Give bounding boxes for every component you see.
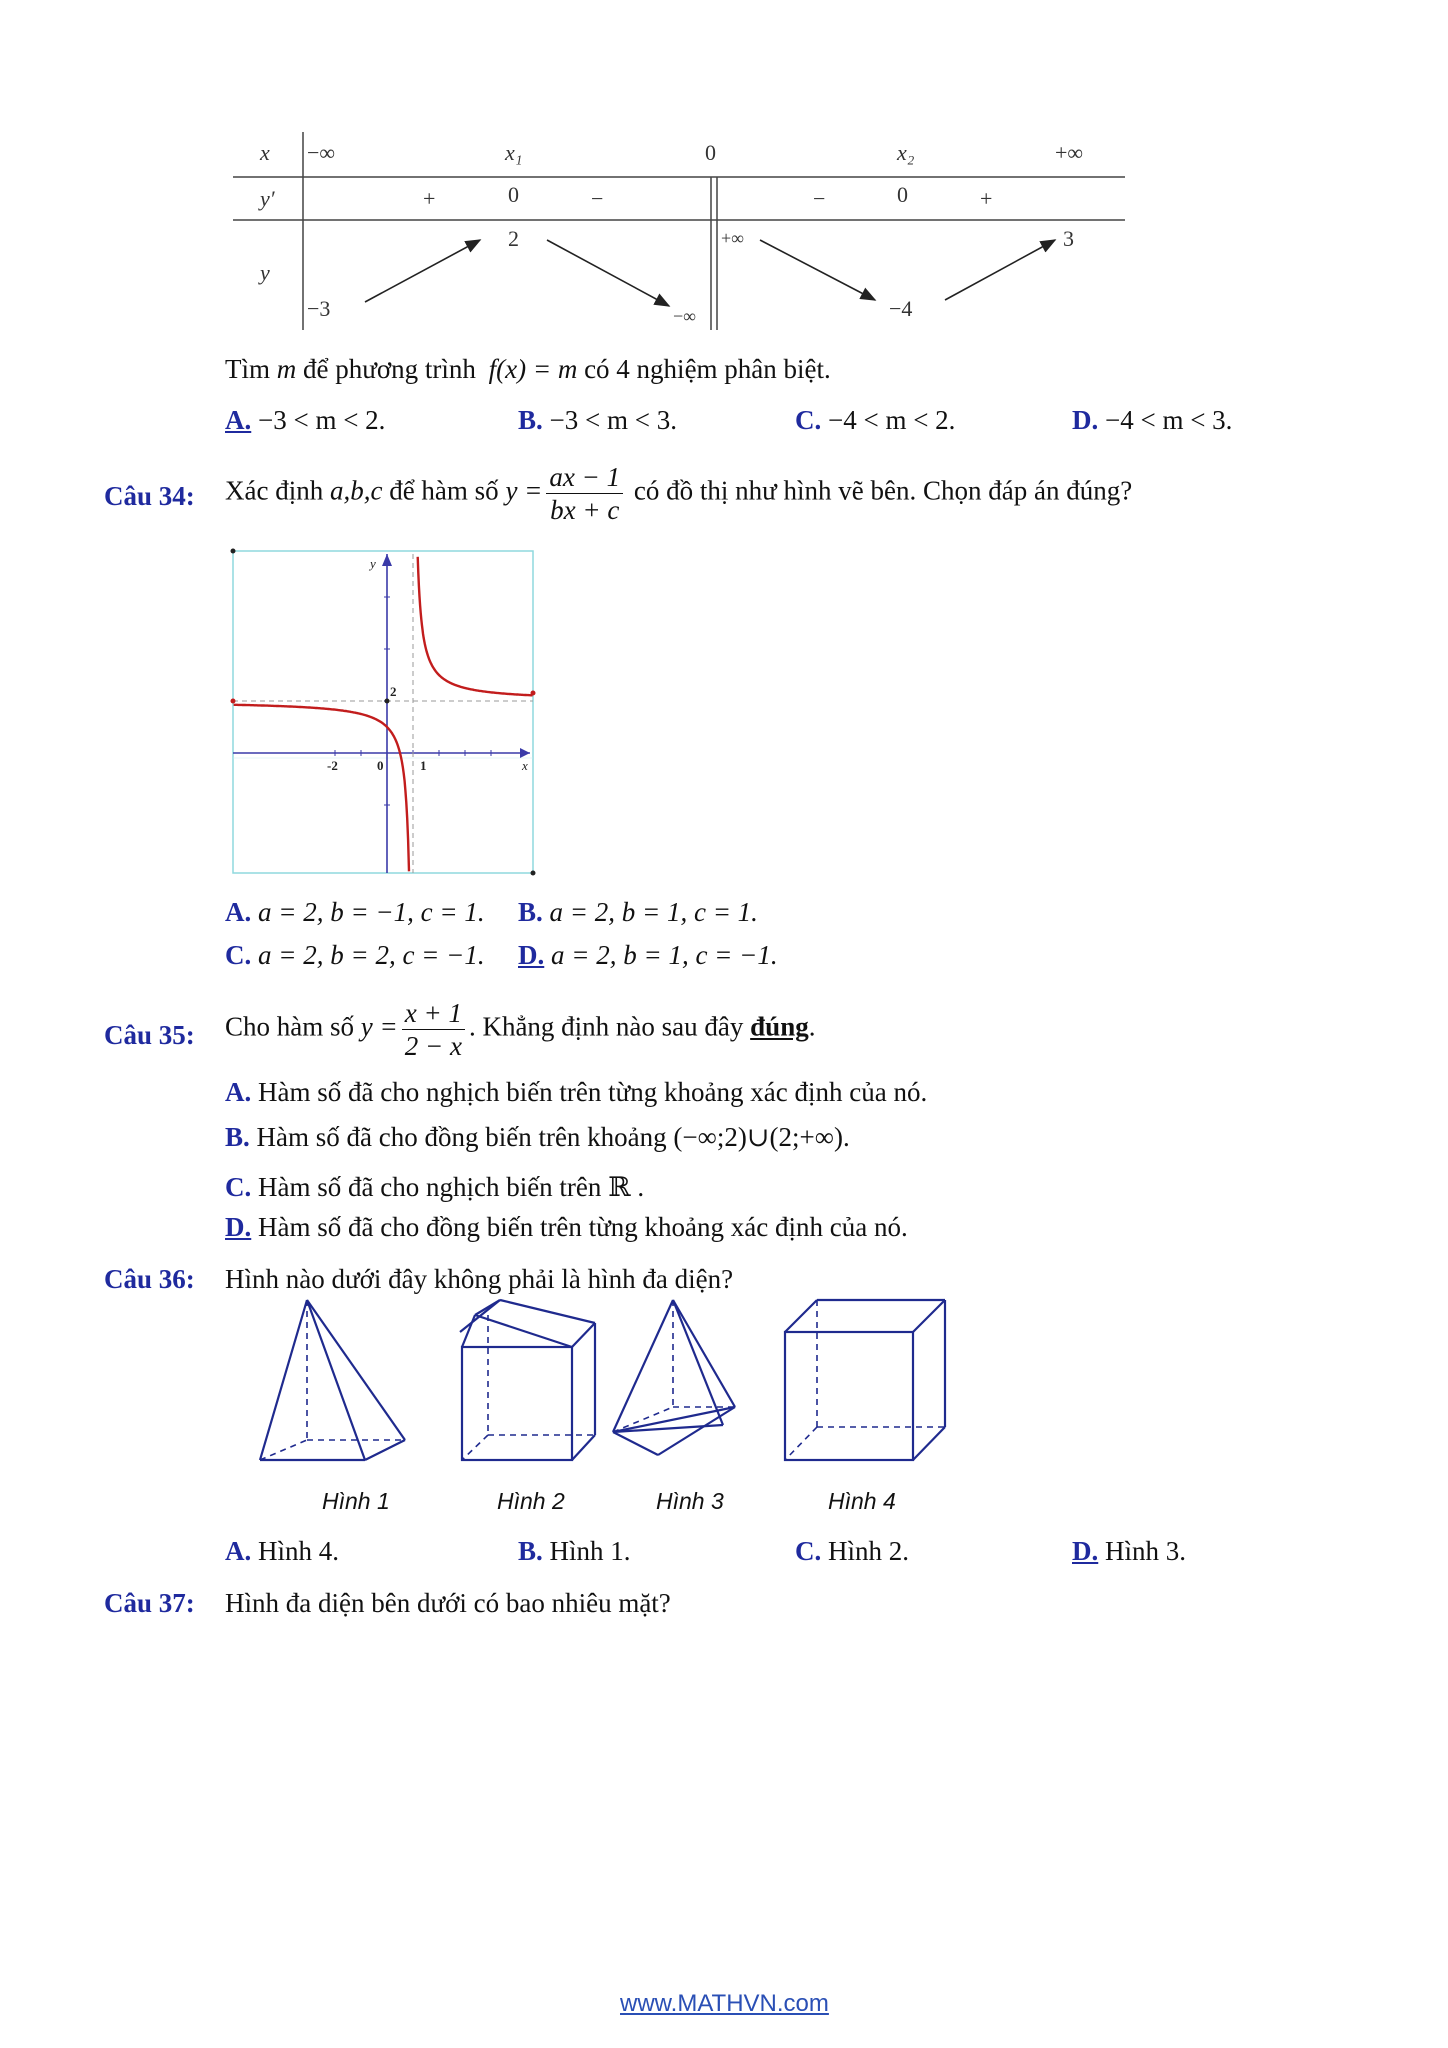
table-y-val: −∞ <box>673 306 696 326</box>
figure-caption-3: Hình 3 <box>656 1488 724 1514</box>
table-x-val: x₂ <box>897 140 915 165</box>
q36-prompt: Hình nào dưới đây không phải là hình đa diện? <box>225 1264 734 1294</box>
table-dy-sign: − <box>591 186 604 211</box>
q33-option-c[interactable]: C. −4 < m < 2. <box>795 405 956 435</box>
q35-option-a[interactable]: A. Hàm số đã cho nghịch biến trên từng khoảng xác định của nó. <box>225 1077 928 1107</box>
decrease-arrow <box>547 240 669 306</box>
figure-3-tetrahedron <box>613 1300 735 1455</box>
q33-option-a[interactable]: A. −3 < m < 2. <box>225 405 386 435</box>
table-x-val: x₁ <box>505 140 523 165</box>
q36-label: Câu 36: <box>104 1264 195 1294</box>
table-x-val: +∞ <box>1055 140 1084 165</box>
graph-tick-1: 1 <box>420 758 427 773</box>
graph-x-label: x <box>522 758 528 773</box>
q36-polyhedra-figure <box>255 1295 955 1475</box>
q36-option-d[interactable]: D. Hình 3. <box>1072 1536 1186 1566</box>
q33-option-d[interactable]: D. −4 < m < 3. <box>1072 405 1233 435</box>
figure-1-pyramid <box>260 1300 405 1460</box>
table-y-val: 3 <box>1063 226 1074 251</box>
variation-table <box>225 130 1125 335</box>
q36-option-b[interactable]: B. Hình 1. <box>518 1536 631 1566</box>
figure-caption-1: Hình 1 <box>322 1488 390 1514</box>
q35-option-d[interactable]: D. Hàm số đã cho đồng biến trên từng khoảng xác định của nó. <box>225 1212 908 1242</box>
table-dy-label: y′ <box>260 186 275 211</box>
q34-prompt: Xác định a,b,c để hàm số y = $\frac{ax - 1}{bx + c}$ có đồ thị như hình vẽ bên. Chọn đáp án đúng? <box>225 462 1133 525</box>
figure-caption-2: Hình 2 <box>497 1488 565 1514</box>
graph-tick-neg2: -2 <box>327 758 338 773</box>
q34-option-a[interactable]: A. a = 2, b = −1, c = 1. <box>225 897 485 927</box>
q33-prompt: Tìm m để phương trình f(x) = m có 4 nghiệm phân biệt. <box>225 354 831 384</box>
increase-arrow <box>945 240 1055 300</box>
table-y-val: +∞ <box>721 228 744 248</box>
q34-option-c[interactable]: C. a = 2, b = 2, c = −1. <box>225 940 485 970</box>
q37-prompt: Hình đa diện bên dưới có bao nhiêu mặt? <box>225 1588 671 1618</box>
q35-option-b[interactable]: B. Hàm số đã cho đồng biến trên khoảng (−∞;2)∪(2;+∞). <box>225 1122 850 1152</box>
figure-caption-4: Hình 4 <box>828 1488 896 1514</box>
q34-label: Câu 34: <box>104 481 195 511</box>
q36-option-c[interactable]: C. Hình 2. <box>795 1536 909 1566</box>
q33-option-b[interactable]: B. −3 < m < 3. <box>518 405 677 435</box>
table-dy-sign: + <box>423 186 436 211</box>
q34-option-d[interactable]: D. a = 2, b = 1, c = −1. <box>518 940 778 970</box>
graph-tick-2: 2 <box>390 684 397 699</box>
table-y-label: y <box>260 260 270 285</box>
q34-graph <box>230 548 540 878</box>
table-dy-sign: 0 <box>897 182 908 207</box>
q35-label: Câu 35: <box>104 1020 195 1050</box>
q35-prompt: Cho hàm số y = $\frac{x + 1}{2 - x}$ . Khẳng định nào sau đây đúng. <box>225 998 816 1061</box>
footer-link[interactable]: www.MATHVN.com <box>620 1990 829 2017</box>
figure-2-box <box>460 1300 595 1460</box>
q34-option-b[interactable]: B. a = 2, b = 1, c = 1. <box>518 897 758 927</box>
curve-right-branch <box>418 557 533 696</box>
q36-option-a[interactable]: A. Hình 4. <box>225 1536 339 1566</box>
table-y-val: −4 <box>889 296 913 321</box>
q35-option-c[interactable]: C. Hàm số đã cho nghịch biến trên ℝ . <box>225 1172 645 1202</box>
table-x-label: x <box>260 140 270 165</box>
increase-arrow <box>365 240 480 302</box>
graph-y-label: y <box>370 556 376 571</box>
graph-tick-0: 0 <box>377 758 384 773</box>
table-dy-sign: + <box>980 186 993 211</box>
table-x-val: −∞ <box>307 140 336 165</box>
decrease-arrow <box>760 240 875 300</box>
figure-4-cube <box>785 1300 945 1460</box>
q37-label: Câu 37: <box>104 1588 195 1618</box>
curve-left-branch <box>234 705 409 872</box>
table-y-val: −3 <box>307 296 331 321</box>
table-x-val: 0 <box>705 140 716 165</box>
table-dy-sign: 0 <box>508 182 519 207</box>
table-dy-sign: − <box>813 186 826 211</box>
table-y-val: 2 <box>508 226 519 251</box>
